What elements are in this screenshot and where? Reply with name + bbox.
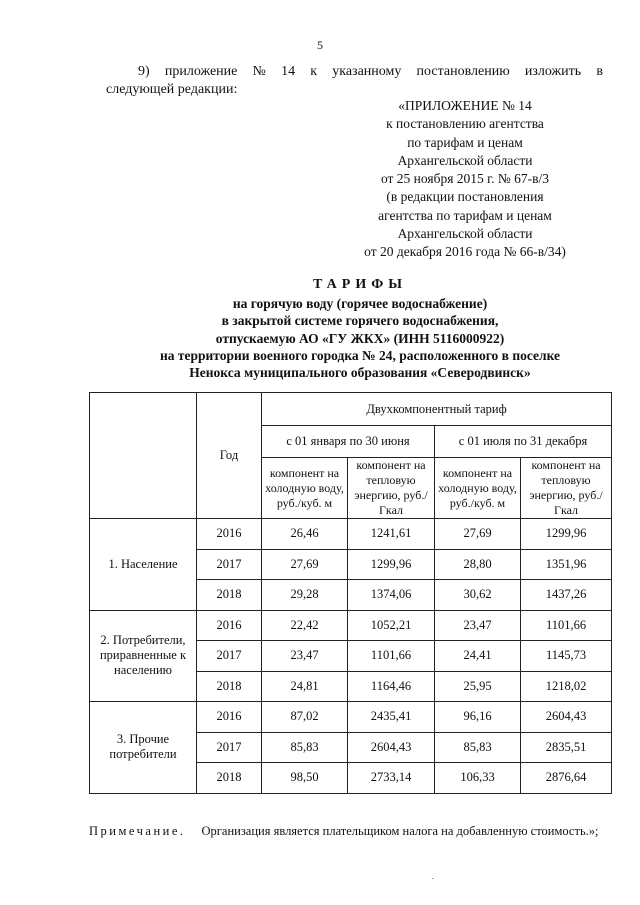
cold-water-header: компонент на холодную воду, руб./куб. м [262,458,348,519]
value-cell: 28,80 [435,549,521,580]
intro-word: № [252,64,266,79]
appendix-line: «ПРИЛОЖЕНИЕ № 14 [398,98,532,113]
value-cell: 1437,26 [521,580,612,611]
value-cell: 1299,96 [521,519,612,550]
category-header-cell [90,393,197,519]
intro-word: в [596,64,603,79]
value-cell: 1351,96 [521,549,612,580]
year-cell: 2016 [197,702,262,733]
appendix-header [340,97,590,262]
value-cell: 2733,14 [348,763,435,794]
appendix-line: (в редакции постановления [386,189,544,205]
tariffs-table [89,392,612,794]
value-cell: 1241,61 [348,519,435,550]
value-cell: 98,50 [262,763,348,794]
intro-word: приложение [164,64,238,79]
value-cell: 23,47 [262,641,348,672]
year-cell: 2018 [197,580,262,611]
heat-energy-header: компонент на тепловую энергию, руб./Гкал [521,458,612,519]
document-title [60,276,640,381]
value-cell: 22,42 [262,610,348,641]
intro-word: 9) [138,64,150,79]
value-cell: 1299,96 [348,549,435,580]
appendix-line: к постановлению агентства [386,116,544,132]
value-cell: 1218,02 [521,671,612,702]
value-cell: 29,28 [262,580,348,611]
value-cell: 1145,73 [521,641,612,672]
year-cell: 2018 [197,671,262,702]
title-line: в закрытой системе горячего водоснабжения, [221,313,499,329]
appendix-line: от 25 ноября 2015 г. № 67-в/3 [380,171,550,187]
value-cell: 27,69 [435,519,521,550]
title-line: Ненокса муниципального образования «Северодвинск» [189,365,531,381]
year-cell: 2018 [197,763,262,794]
category-cell: 3. Прочие потребители [90,702,197,794]
intro-word: постановлению [416,64,510,79]
year-cell: 2017 [197,549,262,580]
tariff-header: Двухкомпонентный тариф [262,393,612,426]
heat-energy-header: компонент на тепловую энергию, руб./Гкал [348,458,435,519]
appendix-line: агентства по тарифам и ценам [378,207,552,223]
note-text: Организация является плательщиком налога на добавленную стоимость.»; [201,824,599,838]
period-1-header: с 01 января по 30 июня [262,426,435,458]
value-cell: 87,02 [262,702,348,733]
intro-word: 14 [281,64,296,79]
title-line: отпускаемую АО «ГУ ЖКХ» (ИНН 5116000922) [215,330,505,346]
appendix-line: Архангельской области [397,152,533,168]
value-cell: 2876,64 [521,763,612,794]
value-cell: 1052,21 [348,610,435,641]
value-cell: 24,41 [435,641,521,672]
table-header-row [90,393,612,426]
page-number: 5 [317,38,323,52]
period-2-header: с 01 июля по 31 декабря [435,426,612,458]
table-row [90,702,612,733]
value-cell: 106,33 [435,763,521,794]
value-cell: 1101,66 [521,610,612,641]
value-cell: 2435,41 [348,702,435,733]
intro-word: изложить [524,64,582,79]
category-cell: 1. Население [90,519,197,611]
value-cell: 85,83 [435,732,521,763]
footer-mark: . [432,872,434,881]
intro-paragraph [106,63,603,99]
value-cell: 1374,06 [348,580,435,611]
value-cell: 25,95 [435,671,521,702]
year-cell: 2017 [197,641,262,672]
title-main: ТАРИФЫ [313,277,407,292]
category-cell: 2. Потребители, приравненные к населению [90,610,197,702]
intro-line-2: следующей редакции: [106,82,238,97]
value-cell: 30,62 [435,580,521,611]
year-cell: 2017 [197,732,262,763]
value-cell: 23,47 [435,610,521,641]
value-cell: 85,83 [262,732,348,763]
year-cell: 2016 [197,610,262,641]
cold-water-header: компонент на холодную воду, руб./куб. м [435,458,521,519]
value-cell: 24,81 [262,671,348,702]
value-cell: 27,69 [262,549,348,580]
title-line: на территории военного городка № 24, расположенного в поселке [159,347,561,363]
value-cell: 96,16 [435,702,521,733]
note [89,824,629,839]
appendix-line: по тарифам и ценам [407,134,523,150]
value-cell: 1164,46 [348,671,435,702]
year-cell: 2016 [197,519,262,550]
year-header: Год [197,393,262,519]
title-line: на горячую воду (горячее водоснабжение) [232,296,488,312]
value-cell: 2604,43 [521,702,612,733]
intro-word: указанному [332,64,402,79]
value-cell: 2604,43 [348,732,435,763]
appendix-line: от 20 декабря 2016 года № 66-в/34) [364,244,566,260]
intro-line-1 [106,63,603,81]
value-cell: 1101,66 [348,641,435,672]
note-label: Примечание. [89,824,186,838]
value-cell: 2835,51 [521,732,612,763]
table-row [90,519,612,550]
value-cell: 26,46 [262,519,348,550]
appendix-line: Архангельской области [397,226,533,242]
table-row [90,610,612,641]
intro-word: к [310,64,318,79]
